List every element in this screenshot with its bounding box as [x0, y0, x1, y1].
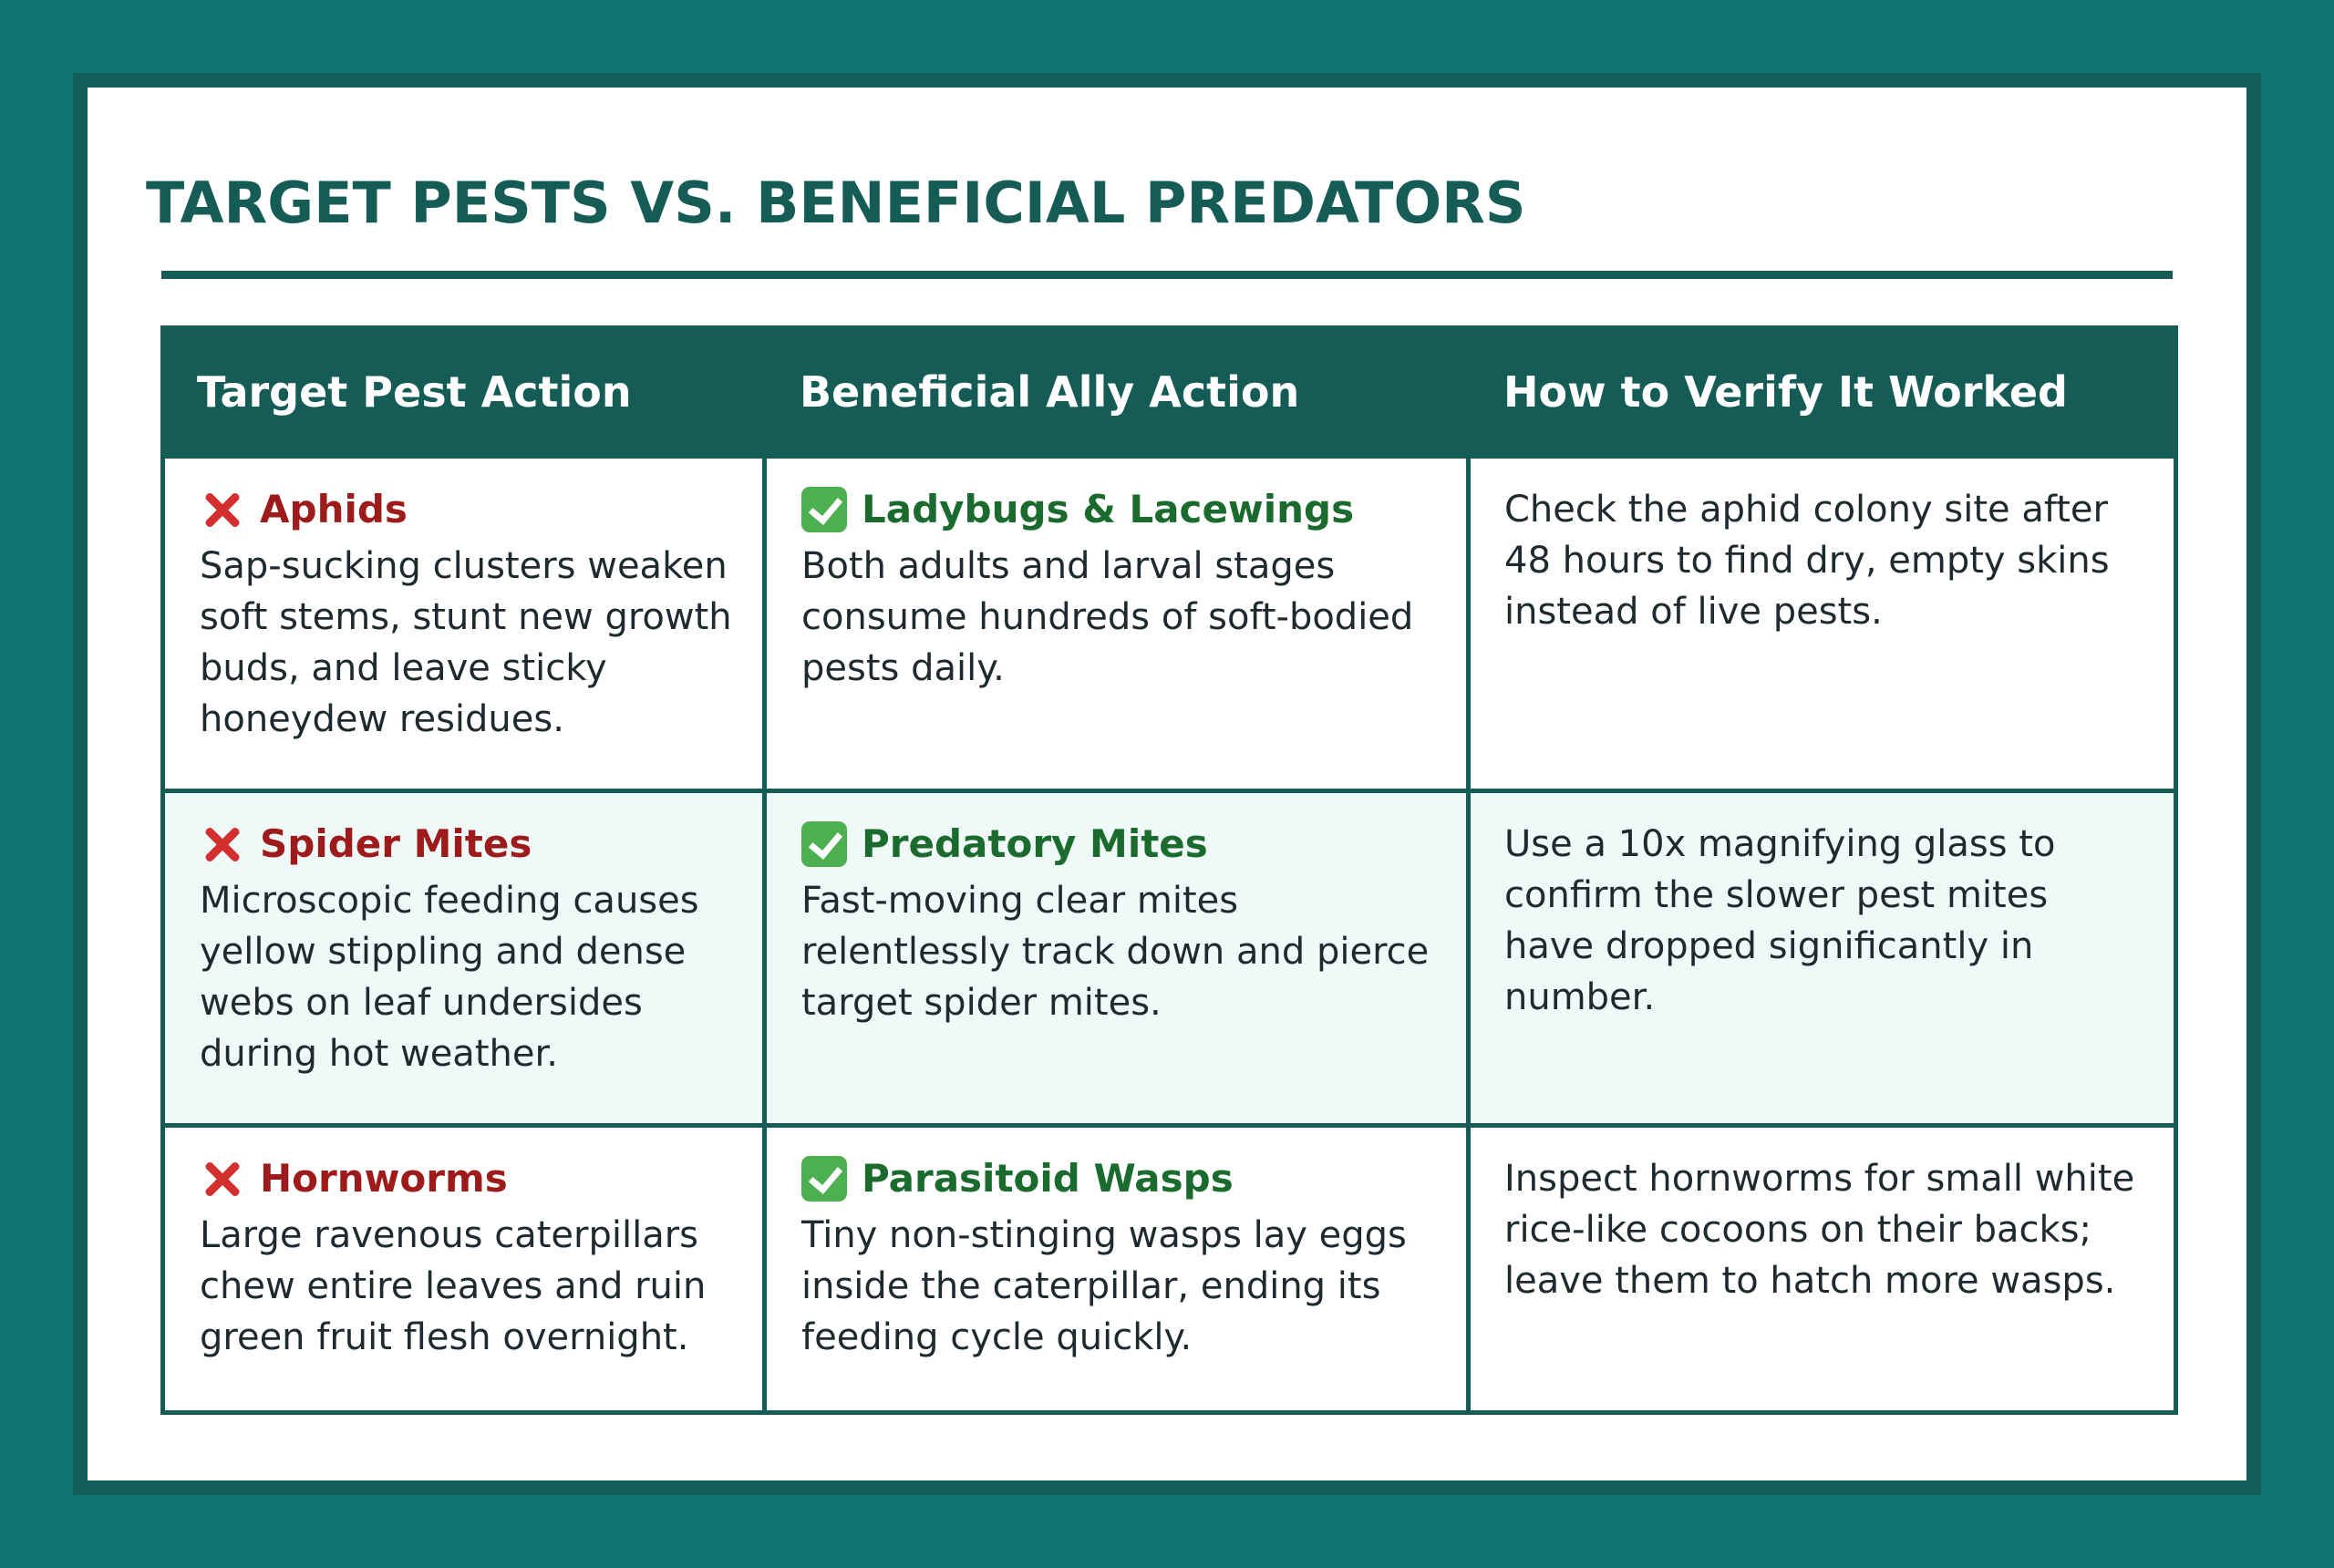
- pest-name: Aphids: [260, 487, 408, 531]
- pest-cell: [163, 1126, 765, 1413]
- column-header-beneficial-ally: Beneficial Ally Action: [765, 328, 1469, 457]
- check-mark-icon: [801, 821, 847, 867]
- ally-name: Ladybugs & Lacewings: [862, 487, 1355, 531]
- verify-cell: Inspect hornworms for small white rice-like cocoons on their backs; leave them to hatch more wasps.: [1469, 1126, 2176, 1413]
- cross-mark-icon: [200, 487, 245, 532]
- pest-heading: [200, 484, 733, 535]
- comparison-table: [160, 325, 2178, 1415]
- check-mark-icon: [801, 1156, 847, 1202]
- pest-heading: [200, 819, 733, 870]
- pest-heading: [200, 1153, 733, 1204]
- table-row: [163, 457, 2176, 791]
- column-header-verify: How to Verify It Worked: [1469, 328, 2176, 457]
- pest-cell: [163, 791, 765, 1126]
- page-title: TARGET PESTS VS. BENEFICIAL PREDATORS: [146, 170, 1526, 236]
- pest-cell: [163, 457, 765, 791]
- ally-cell: [765, 1126, 1469, 1413]
- ally-description: Both adults and larval stages consume hundreds of soft-bodied pests daily.: [801, 545, 1414, 689]
- check-mark-icon: [801, 487, 847, 532]
- pest-description: Sap-sucking clusters weaken soft stems, stunt new growth buds, and leave sticky honeydew residues.: [200, 545, 732, 740]
- ally-name: Predatory Mites: [862, 821, 1208, 866]
- ally-heading: [801, 819, 1437, 870]
- ally-heading: [801, 484, 1437, 535]
- cross-mark-icon: [200, 1156, 245, 1202]
- verify-cell: Use a 10x magnifying glass to confirm the slower pest mites have dropped significantly in number.: [1469, 791, 2176, 1126]
- table-header-row: [163, 328, 2176, 457]
- pest-description: Large ravenous caterpillars chew entire leaves and ruin green fruit flesh overnight.: [200, 1214, 707, 1358]
- cross-mark-icon: [200, 821, 245, 867]
- pest-description: Microscopic feeding causes yellow stippling and dense webs on leaf undersides during hot weather.: [200, 880, 699, 1075]
- table-row: [163, 1126, 2176, 1413]
- table-row: [163, 791, 2176, 1126]
- pest-name: Spider Mites: [260, 821, 532, 866]
- ally-name: Parasitoid Wasps: [862, 1156, 1234, 1201]
- title-divider: [161, 271, 2173, 279]
- ally-description: Fast-moving clear mites relentlessly track down and pierce target spider mites.: [801, 880, 1430, 1024]
- ally-cell: [765, 791, 1469, 1126]
- pest-name: Hornworms: [260, 1156, 508, 1201]
- ally-heading: [801, 1153, 1437, 1204]
- ally-description: Tiny non-stinging wasps lay eggs inside the caterpillar, ending its feeding cycle quickly.: [801, 1214, 1407, 1358]
- verify-cell: Check the aphid colony site after 48 hours to find dry, empty skins instead of live pests.: [1469, 457, 2176, 791]
- ally-cell: [765, 457, 1469, 791]
- column-header-target-pest: Target Pest Action: [163, 328, 765, 457]
